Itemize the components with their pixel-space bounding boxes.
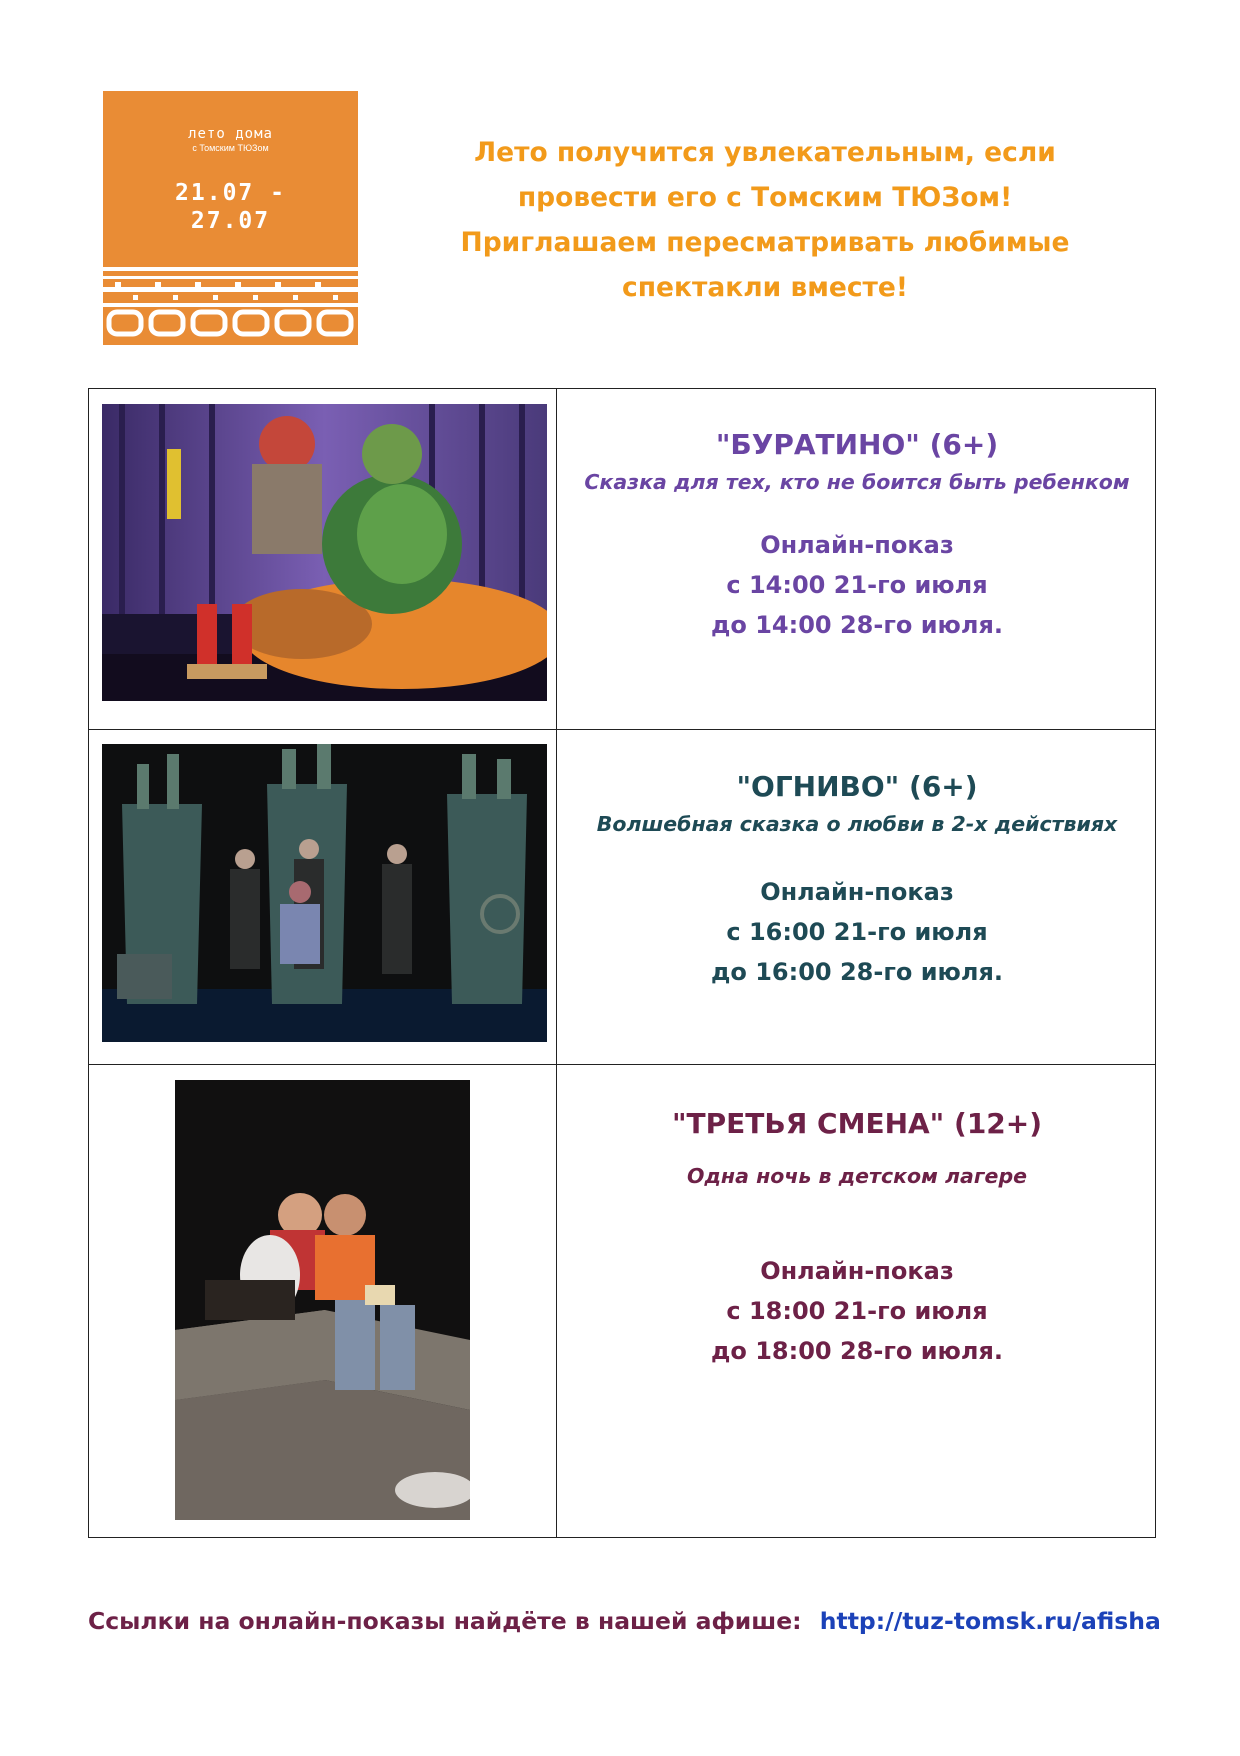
ognivo-info: [559, 767, 1155, 992]
show-title: "ТРЕТЬЯ СМЕНА" (12+): [671, 1107, 1043, 1140]
buratino-photo: [102, 404, 547, 701]
show-tagline: Сказка для тех, кто не боится быть ребенком: [584, 470, 1130, 494]
schedule-to: до 16:00 28-го июля.: [711, 958, 1003, 986]
show-tagline: Волшебная сказка о любви в 2-х действиях: [596, 812, 1118, 836]
shows-table: [88, 388, 1156, 1538]
intro-line: Приглашаем пересматривать любимые: [460, 227, 1070, 258]
show-tagline: Одна ночь в детском лагере: [686, 1164, 1028, 1188]
schedule-from: с 16:00 21-го июля: [726, 918, 988, 946]
show-title: "ОГНИВО" (6+): [736, 770, 978, 803]
ognivo-photo: [102, 744, 547, 1042]
festival-logo: [103, 91, 358, 345]
intro-line: спектакли вместе!: [622, 272, 908, 303]
logo-subtitle: с Томским ТЮЗом: [192, 143, 269, 153]
tretya-smena-info: [559, 1104, 1155, 1371]
footer-text: Ссылки на онлайн-показы найдёте в нашей афише:: [88, 1607, 802, 1635]
show-row-buratino: [89, 389, 1155, 730]
show-row-ognivo: [89, 730, 1155, 1065]
tretya-smena-photo: [175, 1080, 470, 1520]
ornament-icon: [103, 267, 358, 345]
afisha-link[interactable]: http://tuz-tomsk.ru/afisha: [819, 1607, 1161, 1635]
logo-date-start: 21.07 -: [175, 180, 286, 206]
schedule-from: с 18:00 21-го июля: [726, 1297, 988, 1325]
schedule-label: Онлайн-показ: [760, 878, 954, 906]
logo-date-end: 27.07: [190, 208, 271, 234]
intro-line: провести его с Томским ТЮЗом!: [517, 182, 1013, 213]
schedule-label: Онлайн-показ: [760, 531, 954, 559]
logo-title: лето дома: [188, 126, 273, 142]
schedule-to: до 14:00 28-го июля.: [711, 611, 1003, 639]
intro-line: Лето получится увлекательным, если: [474, 137, 1056, 168]
show-title: "БУРАТИНО" (6+): [715, 428, 999, 461]
show-row-tretya-smena: [89, 1065, 1155, 1537]
schedule-from: с 14:00 21-го июля: [726, 571, 988, 599]
schedule-label: Онлайн-показ: [760, 1257, 954, 1285]
logo-dates: [103, 179, 358, 235]
intro-text: [400, 130, 1130, 310]
schedule-to: до 18:00 28-го июля.: [711, 1337, 1003, 1365]
footer: [88, 1607, 1161, 1635]
buratino-info: [559, 425, 1155, 645]
